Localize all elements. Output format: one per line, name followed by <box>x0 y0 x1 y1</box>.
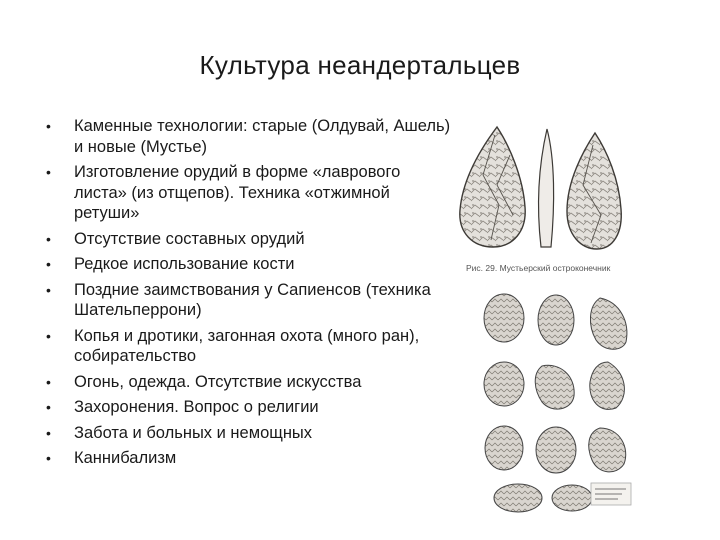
bullet-dot: • <box>46 373 51 390</box>
leaf-point-front-view <box>460 127 525 247</box>
stone-tools-illustration <box>480 292 635 514</box>
bullet-text: Отсутствие составных орудий <box>74 229 305 248</box>
stone-tool <box>535 365 574 409</box>
bullet-item <box>36 397 456 418</box>
stone-tool <box>485 426 523 470</box>
bullet-dot: • <box>46 450 51 466</box>
bullet-dot: • <box>46 327 51 344</box>
stone-tool <box>589 428 626 472</box>
bullet-dot: • <box>46 164 51 180</box>
stone-tool <box>484 362 524 406</box>
bullet-text: Каннибализм <box>74 449 177 467</box>
bullet-list <box>36 116 456 474</box>
bullet-text: Поздние заимствования у Сапиенсов (техника Шательперрони) <box>74 280 431 319</box>
bullet-item <box>36 448 456 469</box>
small-label-image <box>590 482 632 506</box>
bullet-text: Захоронения. Вопрос о религии <box>74 398 319 416</box>
bullet-item <box>36 162 456 224</box>
bullet-dot: • <box>46 256 51 272</box>
leaf-point-side-view <box>539 129 554 247</box>
figure-caption: Рис. 29. Мустьерский остроконечник <box>466 263 611 273</box>
bullet-item <box>36 423 456 444</box>
stone-tool <box>552 485 592 511</box>
bullet-item <box>36 372 456 393</box>
bullet-text: Редкое использование кости <box>74 255 295 273</box>
bullet-dot: • <box>46 399 51 415</box>
bullet-item <box>36 116 456 157</box>
bullet-item <box>36 280 456 321</box>
leaf-point-back-view <box>567 133 621 249</box>
stone-tool <box>484 294 524 342</box>
stone-tool <box>590 362 625 409</box>
stone-tool <box>536 427 576 473</box>
bullet-text: Копья и дротики, загонная охота (много ран), собирательство <box>74 326 420 365</box>
mousterian-point-illustration <box>455 115 625 275</box>
stone-tool <box>538 295 574 345</box>
stone-tool <box>494 484 542 512</box>
bullet-text: Изготовление орудий в форме «лаврового листа» (из отщепов). Техника «отжимной ретуши» <box>74 163 401 222</box>
stone-tool <box>590 298 626 349</box>
bullet-item <box>36 229 456 250</box>
bullet-dot: • <box>46 230 51 247</box>
bullet-text: Забота и больных и немощных <box>74 423 313 442</box>
bullet-item <box>36 326 456 367</box>
bullet-text: Огонь, одежда. Отсутствие искусства <box>74 372 362 391</box>
bullet-text: Каменные технологии: старые (Олдувай, Ашель) и новые (Мустье) <box>74 117 451 156</box>
bullet-item <box>36 254 456 275</box>
bullet-dot: • <box>46 118 51 134</box>
bullet-dot: • <box>46 281 51 298</box>
bullet-dot: • <box>46 424 51 441</box>
slide-title: Культура неандертальцев <box>199 50 521 80</box>
